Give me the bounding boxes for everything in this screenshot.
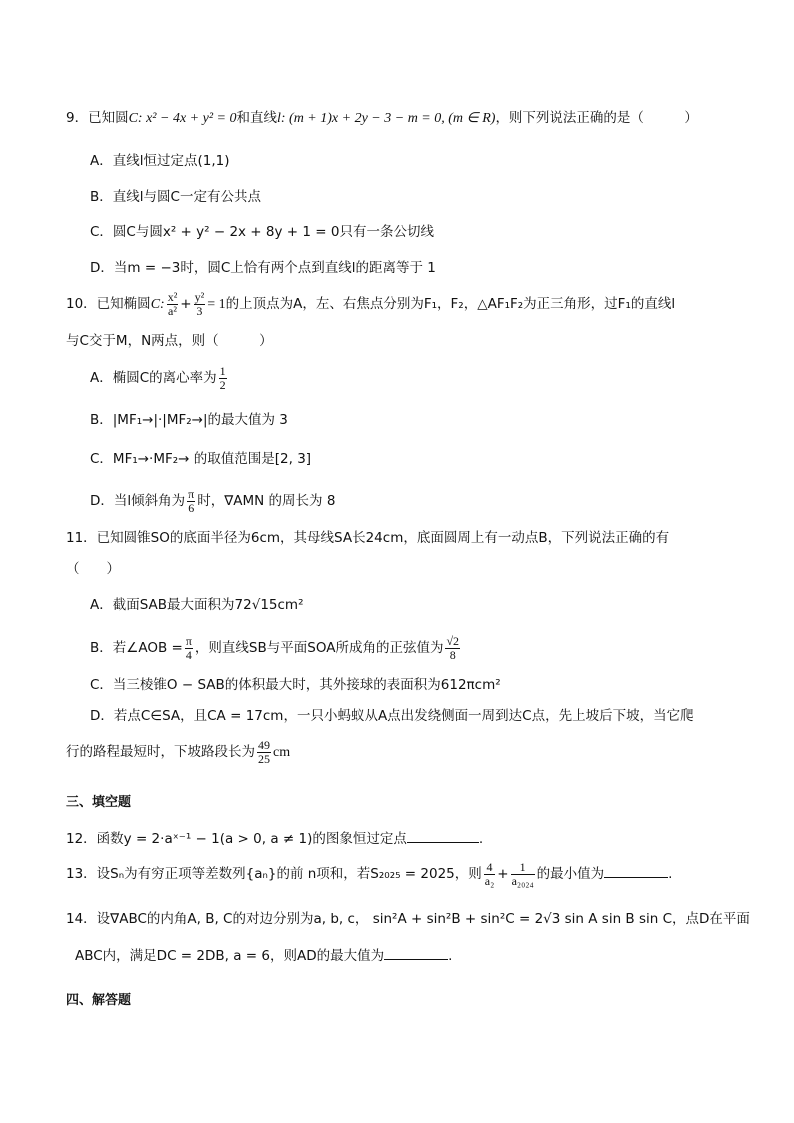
q12: 12．函数y = 2·aˣ⁻¹ − 1(a > 0, a ≠ 1)的图象恒过定点 . (66, 828, 483, 849)
q11-option-d-line1: D．若点C∈SA，且CA = 17cm，一只小蚂蚁从A点出发绕侧面一周到达C点，先上坡后下坡，当它爬 (90, 708, 694, 724)
q10-stem-b: 的上顶点为A，左、右焦点分别为F₁，F₂，△AF₁F₂为正三角形，过F₁的直线l (225, 296, 676, 312)
q11-stem-line2: （ ） (66, 561, 120, 577)
q11-option-d-line2: 行的路程最短时，下坡路段长为 $\frac{49}{25}$ cm (66, 737, 291, 766)
q14-answer-blank[interactable] (384, 945, 448, 960)
q10-y-fraction: $\frac{\text{y²}}{3}$ (194, 289, 205, 318)
q11-optb-fraction1: $\frac{\pi}{4}$ (185, 633, 192, 662)
q9-option-d: D．当m = −3时，圆C上恰有两个点到直线l的距离等于 1 (90, 260, 436, 276)
q10-stem-line2: 与C交于M，N两点，则（ ） (66, 333, 273, 349)
q9-line-eq: l: (m + 1)x + 2y − 3 − m = 0, (m ∈ R) (276, 111, 496, 126)
q9-stem-b: 和直线 (236, 110, 277, 126)
q10-stem-a: 10．已知椭圆 (66, 296, 151, 312)
q14-line2: ABC内，满足DC = 2DB, a = 6，则AD的最大值为 . (75, 945, 452, 966)
q11-option-b: B．若∠AOB = $\frac{\pi}{4}$ ，则直线SB与平面SOA所成角的正弦值为 $\frac{√2}{8}$ (90, 633, 460, 662)
q9-option-b: B．直线l与圆C一定有公共点 (90, 189, 261, 205)
q11-option-c: C．当三棱锥O − SAB的体积最大时，其外接球的表面积为612πcm² (90, 677, 501, 693)
section-heading-solutions: 四、解答题 (66, 993, 132, 1008)
section-heading-fill-blank: 三、填空题 (66, 795, 132, 810)
q10-ellipse-suffix: = 1 (207, 297, 226, 312)
q12-answer-blank[interactable] (407, 828, 479, 843)
q10-option-c: C．MF₁→·MF₂→ 的取值范围是[2, 3] (90, 451, 312, 467)
q10-option-b: B．|MF₁→|·|MF₂→|的最大值为 3 (90, 412, 288, 428)
q10-optd-fraction: $\frac{\pi}{6}$ (188, 486, 195, 515)
q11-option-a: A．截面SAB最大面积为72√15cm² (90, 597, 304, 613)
q9-option-c: C．圆C与圆x² + y² − 2x + 8y + 1 = 0只有一条公切线 (90, 224, 434, 240)
q11-optd-fraction: $\frac{49}{25}$ (258, 737, 270, 766)
q14-line1: 14．设∇ABC的内角A, B, C的对边分别为a, b, c， sin²A + sin²B + sin²C = 2√3 sin A sin B sin C，点D在平面 (66, 911, 750, 927)
q13-fraction1: $\frac{4}{\text{a₂}}$ (484, 859, 495, 888)
q13-fraction2: $\frac{1}{\text{a₂₀₂₄}}$ (511, 859, 534, 888)
q10-option-d: D．当l倾斜角为 $\frac{\pi}{6}$ 时，∇AMN 的周长为 8 (90, 486, 336, 515)
q10-ellipse-prefix: C: (150, 297, 165, 312)
q9-stem-a: 9．已知圆 (66, 110, 129, 126)
q13: 13．设Sₙ为有穷正项等差数列{aₙ}的前 n项和，若S₂₀₂₅ = 2025，则 $\frac{4}{\text{a₂}}$ + $\frac{1}{\text{a₂₀₂₄}}$ 的最小值为 . (66, 859, 673, 888)
q10-x-fraction: $\frac{\text{x²}}{\text{a²}}$ (167, 289, 178, 318)
q10-stem: 10．已知椭圆C: $\frac{\text{x²}}{\text{a²}}$ + $\frac{\text{y²}}{3}$ = 1的上顶点为A，左、右焦点分别为F₁，F₂，△AF₁F₂为正三角形，过F₁的直线l (66, 289, 676, 318)
q11-optb-fraction2: $\frac{√2}{8}$ (446, 633, 460, 662)
q9-option-a: A．直线l恒过定点(1,1) (90, 153, 230, 169)
q13-answer-blank[interactable] (604, 863, 668, 878)
q9-circle-eq: C: x² − 4x + y² = 0 (128, 111, 237, 126)
q10-opta-fraction: $\frac{1}{2}$ (219, 363, 226, 392)
q9-stem-c: ，则下列说法正确的是（ ） (495, 110, 698, 126)
q10-option-a: A．椭圆C的离心率为 $\frac{1}{2}$ (90, 363, 226, 392)
q9-stem (66, 108, 698, 129)
q11-stem: 11．已知圆锥SO的底面半径为6cm，其母线SA长24cm，底面圆周上有一动点B，下列说法正确的有 (66, 530, 670, 546)
